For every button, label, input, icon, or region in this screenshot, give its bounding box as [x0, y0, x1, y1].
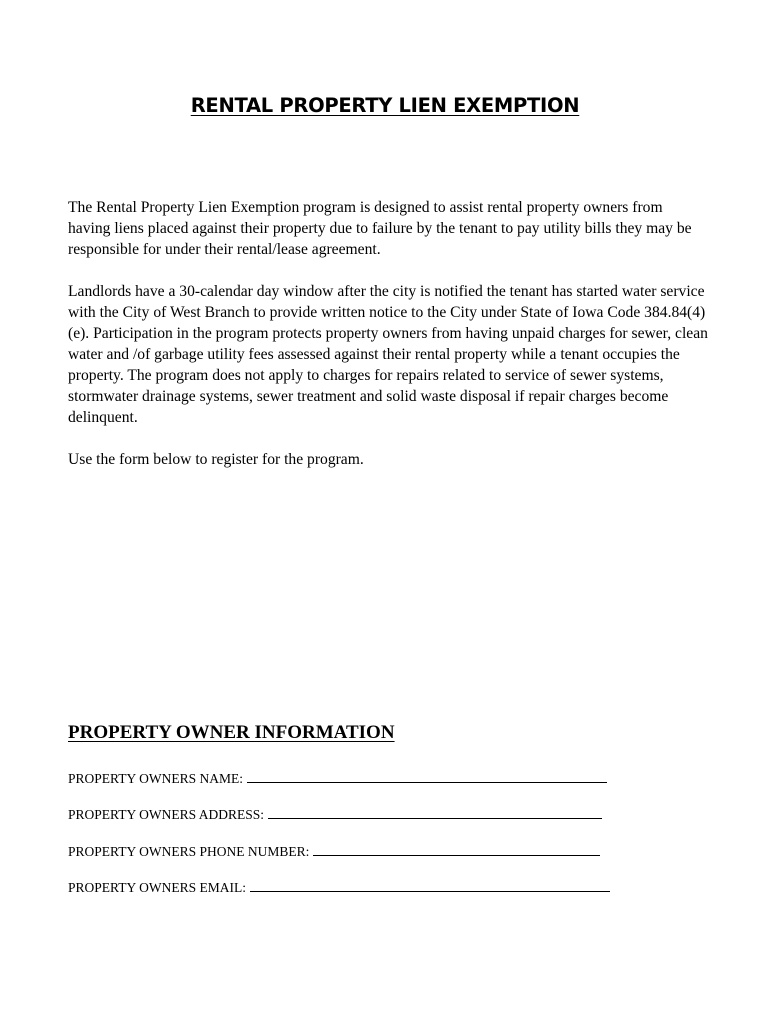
owner-phone-field[interactable] — [313, 843, 600, 856]
owner-address-label: PROPERTY OWNERS ADDRESS: — [68, 807, 264, 822]
owner-name-field[interactable] — [247, 770, 607, 783]
owner-section-heading: PROPERTY OWNER INFORMATION — [68, 722, 395, 743]
owner-email-label: PROPERTY OWNERS EMAIL: — [68, 880, 246, 895]
owner-email-field[interactable] — [250, 879, 610, 892]
owner-name-row — [68, 770, 607, 787]
instruction-paragraph: Use the form below to register for the program. — [68, 451, 364, 468]
document-title: RENTAL PROPERTY LIEN EXEMPTION — [190, 94, 580, 117]
intro-paragraph: The Rental Property Lien Exemption program is designed to assist rental property owners from having liens placed against their property due to failure by the tenant to pay utility bills they may be responsible for under their rental/lease agreement. — [68, 199, 692, 258]
owner-phone-row — [68, 843, 600, 860]
details-paragraph: Landlords have a 30-calendar day window after the city is notified the tenant has started water service with the City of West Branch to provide written notice to the City under State of Iowa Code 384.84(4)(e). Participation in the program protects property owners from having unpaid charges for sewer, clean water and /of garbage utility fees assessed against their rental property while a tenant occupies the property. The program does not apply to charges for repairs related to service of sewer systems, stormwater drainage systems, sewer treatment and solid waste disposal if repair charges become delinquent. — [68, 283, 708, 426]
owner-name-label: PROPERTY OWNERS NAME: — [68, 771, 243, 786]
owner-phone-label: PROPERTY OWNERS PHONE NUMBER: — [68, 844, 310, 859]
owner-address-row — [68, 806, 602, 823]
owner-email-row — [68, 879, 610, 896]
owner-address-field[interactable] — [268, 806, 602, 819]
